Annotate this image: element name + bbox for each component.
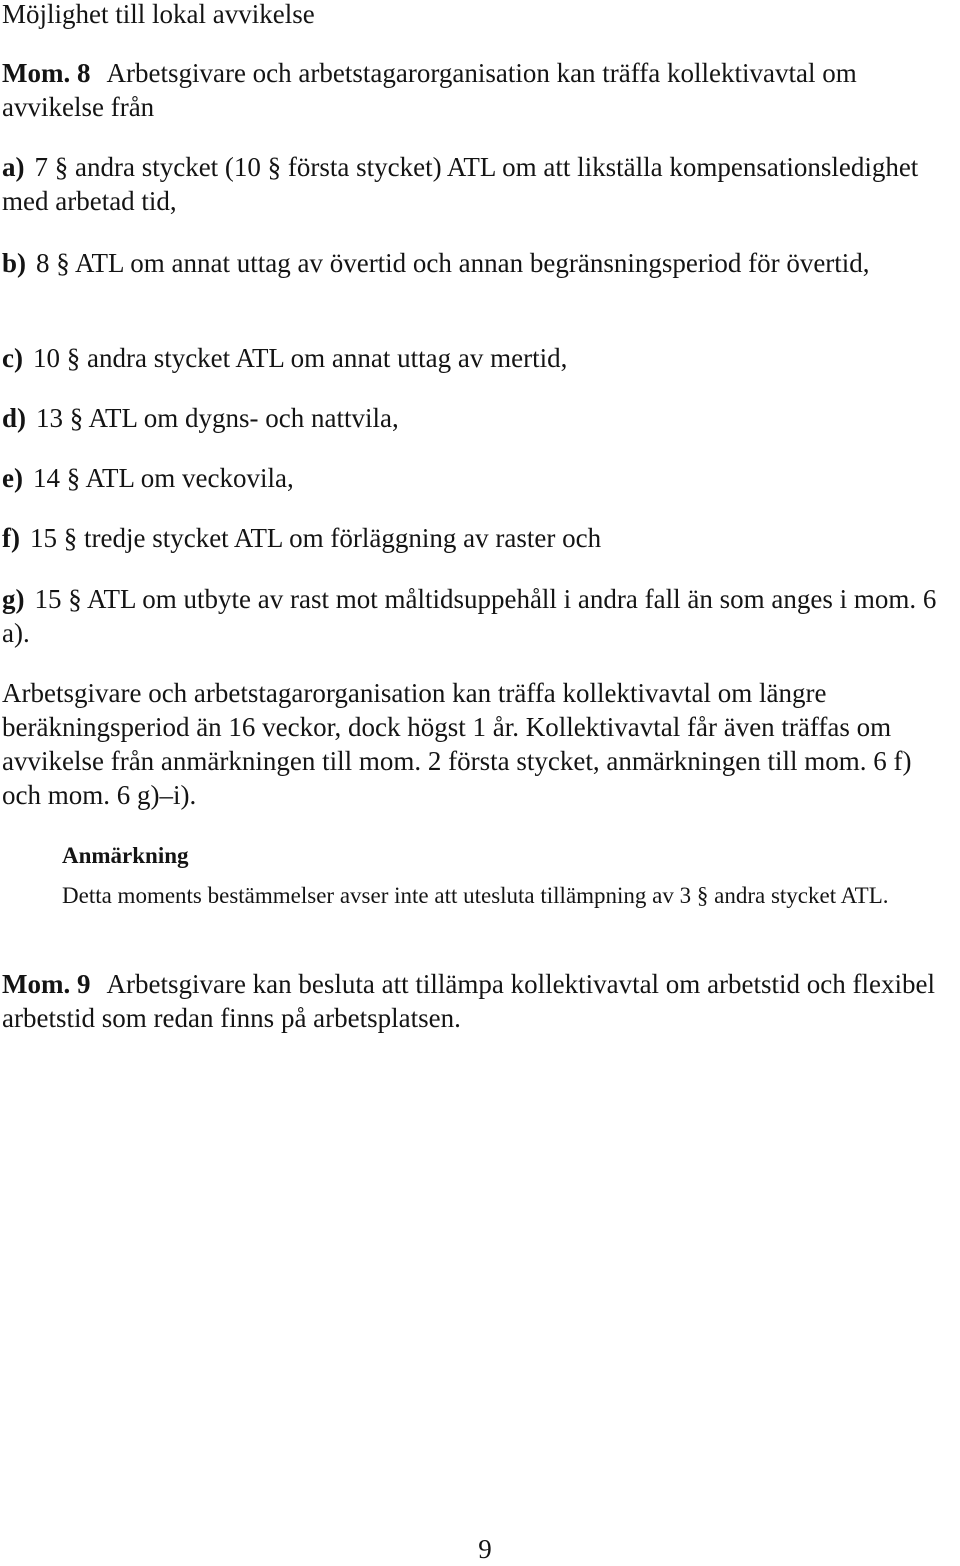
mom-9-label: Mom. 9 [2, 969, 91, 999]
list-item-b-text: 8 § ATL om annat uttag av övertid och annan begränsningsperiod för övertid, [36, 248, 870, 278]
note-heading: Anmärkning [62, 843, 189, 868]
list-item-c-text: 10 § andra stycket ATL om annat uttag av mertid, [32, 343, 568, 373]
list-item-g-label: g) [2, 584, 25, 614]
list-item-a-label: a) [2, 152, 25, 182]
list-item-c-label: c) [2, 343, 23, 373]
mom-8-text: Arbetsgivare och arbetstagarorganisation kan träffa kollektivavtal om avvikelse från [2, 58, 857, 122]
list-item-d-label: d) [2, 403, 27, 433]
list-item-f [2, 521, 957, 555]
list-item-e-text: 14 § ATL om veckovila, [32, 463, 294, 493]
note-text: Detta moments bestämmelser avser inte att utesluta tillämpning av 3 § andra stycket ATL. [62, 883, 889, 908]
list-item-d [2, 401, 957, 435]
list-item-b-label: b) [2, 248, 27, 278]
mom-8-label: Mom. 8 [2, 58, 91, 88]
mom-9-paragraph [2, 967, 952, 1035]
list-item-a [2, 150, 957, 218]
mom-9-text: Arbetsgivare kan besluta att tillämpa kollektivavtal om arbetstid och flexibel arbetstid som redan finns på arbetsplatsen. [2, 969, 935, 1033]
list-item-e [2, 461, 957, 495]
list-item-f-label: f) [2, 523, 20, 553]
body-paragraph: Arbetsgivare och arbetstagarorganisation kan träffa kollektivavtal om längre beräkningsperiod än 16 veckor, dock högst 1 år. Kollektivavtal får även träffas om avvikelse från anmärkningen till mom. 2 första stycket, anmärkningen till mom. 6 f) och mom. 6 g)–i). [2, 678, 912, 810]
page-number: 9 [478, 1534, 492, 1564]
mom-8-paragraph [2, 56, 952, 124]
list-item-g-text: 15 § ATL om utbyte av rast mot måltidsuppehåll i andra fall än som anges i mom. 6 a). [2, 584, 937, 648]
list-item-f-text: 15 § tredje stycket ATL om förläggning av raster och [29, 523, 602, 553]
section-heading: Möjlighet till lokal avvikelse [2, 0, 315, 29]
list-item-b [2, 246, 957, 280]
list-item-d-text: 13 § ATL om dygns- och nattvila, [36, 403, 399, 433]
list-item-e-label: e) [2, 463, 23, 493]
list-item-g [2, 582, 957, 650]
list-item-a-text: 7 § andra stycket (10 § första stycket) ATL om att likställa kompensationsledighet med arbetad tid, [2, 152, 919, 216]
list-item-c [2, 341, 957, 375]
